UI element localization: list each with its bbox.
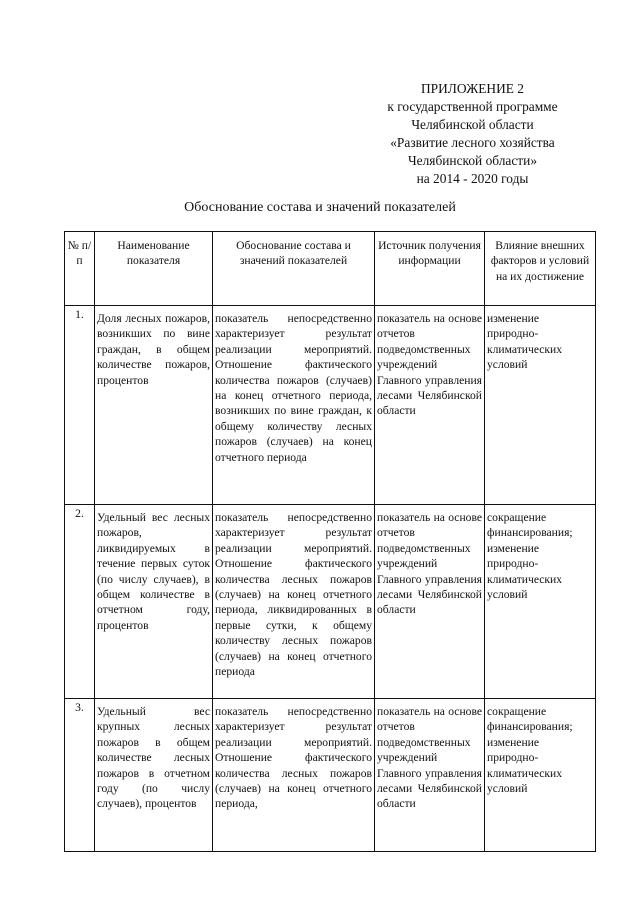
indicator-influence: изменение природно-климатических условий	[485, 306, 596, 505]
document-title: Обоснование состава и значений показателей	[184, 200, 456, 215]
table-row	[65, 699, 596, 852]
indicator-basis: показатель непосредственно характеризует результат реализации мероприятий. Отношение фактического количества пожаров (случаев) на конец отчетного периода, возникших по вине граждан, к общему количеству лесных пожаров (случаев) на конец отчетного периода	[213, 306, 375, 505]
indicator-basis: показатель непосредственно характеризует результат реализации мероприятий. Отношение фактического количества лесных пожаров (случаев) на конец отчетного периода,	[213, 699, 375, 852]
appendix-line: Челябинской области	[411, 117, 534, 132]
header-source: Источник получения информации	[375, 232, 485, 306]
header-indicator-name: Наименование показателя	[95, 232, 213, 306]
indicator-name: Доля лесных пожаров, возникших по вине граждан, в общем количестве пожаров, процентов	[95, 306, 213, 505]
row-number: 3.	[65, 699, 95, 852]
indicator-influence: сокращение финансирования; изменение природно-климатических условий	[485, 699, 596, 852]
row-number: 2.	[65, 505, 95, 699]
table-header-row	[65, 232, 596, 306]
appendix-line: Челябинской области»	[407, 153, 538, 168]
indicator-source: показатель на основе отчетов подведомственных учреждений Главного управления лесами Челябинской области	[375, 306, 485, 505]
appendix-number: ПРИЛОЖЕНИЕ 2	[421, 81, 524, 96]
indicator-influence: сокращение финансирования; изменение природно-климатических условий	[485, 505, 596, 699]
indicator-source: показатель на основе отчетов подведомственных учреждений Главного управления лесами Челябинской области	[375, 699, 485, 852]
indicator-source: показатель на основе отчетов подведомственных учреждений Главного управления лесами Челябинской области	[375, 505, 485, 699]
indicator-basis: показатель непосредственно характеризует результат реализации мероприятий. Отношение фактического количества лесных пожаров (случаев) на конец отчетного периода, ликвидированных в первые сутки, к общему количеству лесных пожаров (случаев) на конец отчетного периода	[213, 505, 375, 699]
appendix-line: к государственной программе	[387, 99, 558, 114]
indicator-name: Удельный вес крупных лесных пожаров в общем количестве лесных пожаров в отчетном году (по числу случаев), процентов	[95, 699, 213, 852]
appendix-header	[355, 80, 590, 188]
header-number: № п/п	[65, 232, 95, 306]
indicator-name: Удельный вес лесных пожаров, ликвидируемых в течение первых суток (по числу случаев), в общем количестве в отчетном году, процентов	[95, 505, 213, 699]
header-basis: Обоснование состава и значений показателей	[213, 232, 375, 306]
header-influence: Влияние внешних факторов и условий на их достижение	[485, 232, 596, 306]
appendix-line: «Развитие лесного хозяйства	[390, 135, 555, 150]
table-row	[65, 306, 596, 505]
row-number: 1.	[65, 306, 95, 505]
indicators-table	[64, 231, 596, 852]
appendix-line: на 2014 - 2020 годы	[416, 171, 529, 186]
table-row	[65, 505, 596, 699]
